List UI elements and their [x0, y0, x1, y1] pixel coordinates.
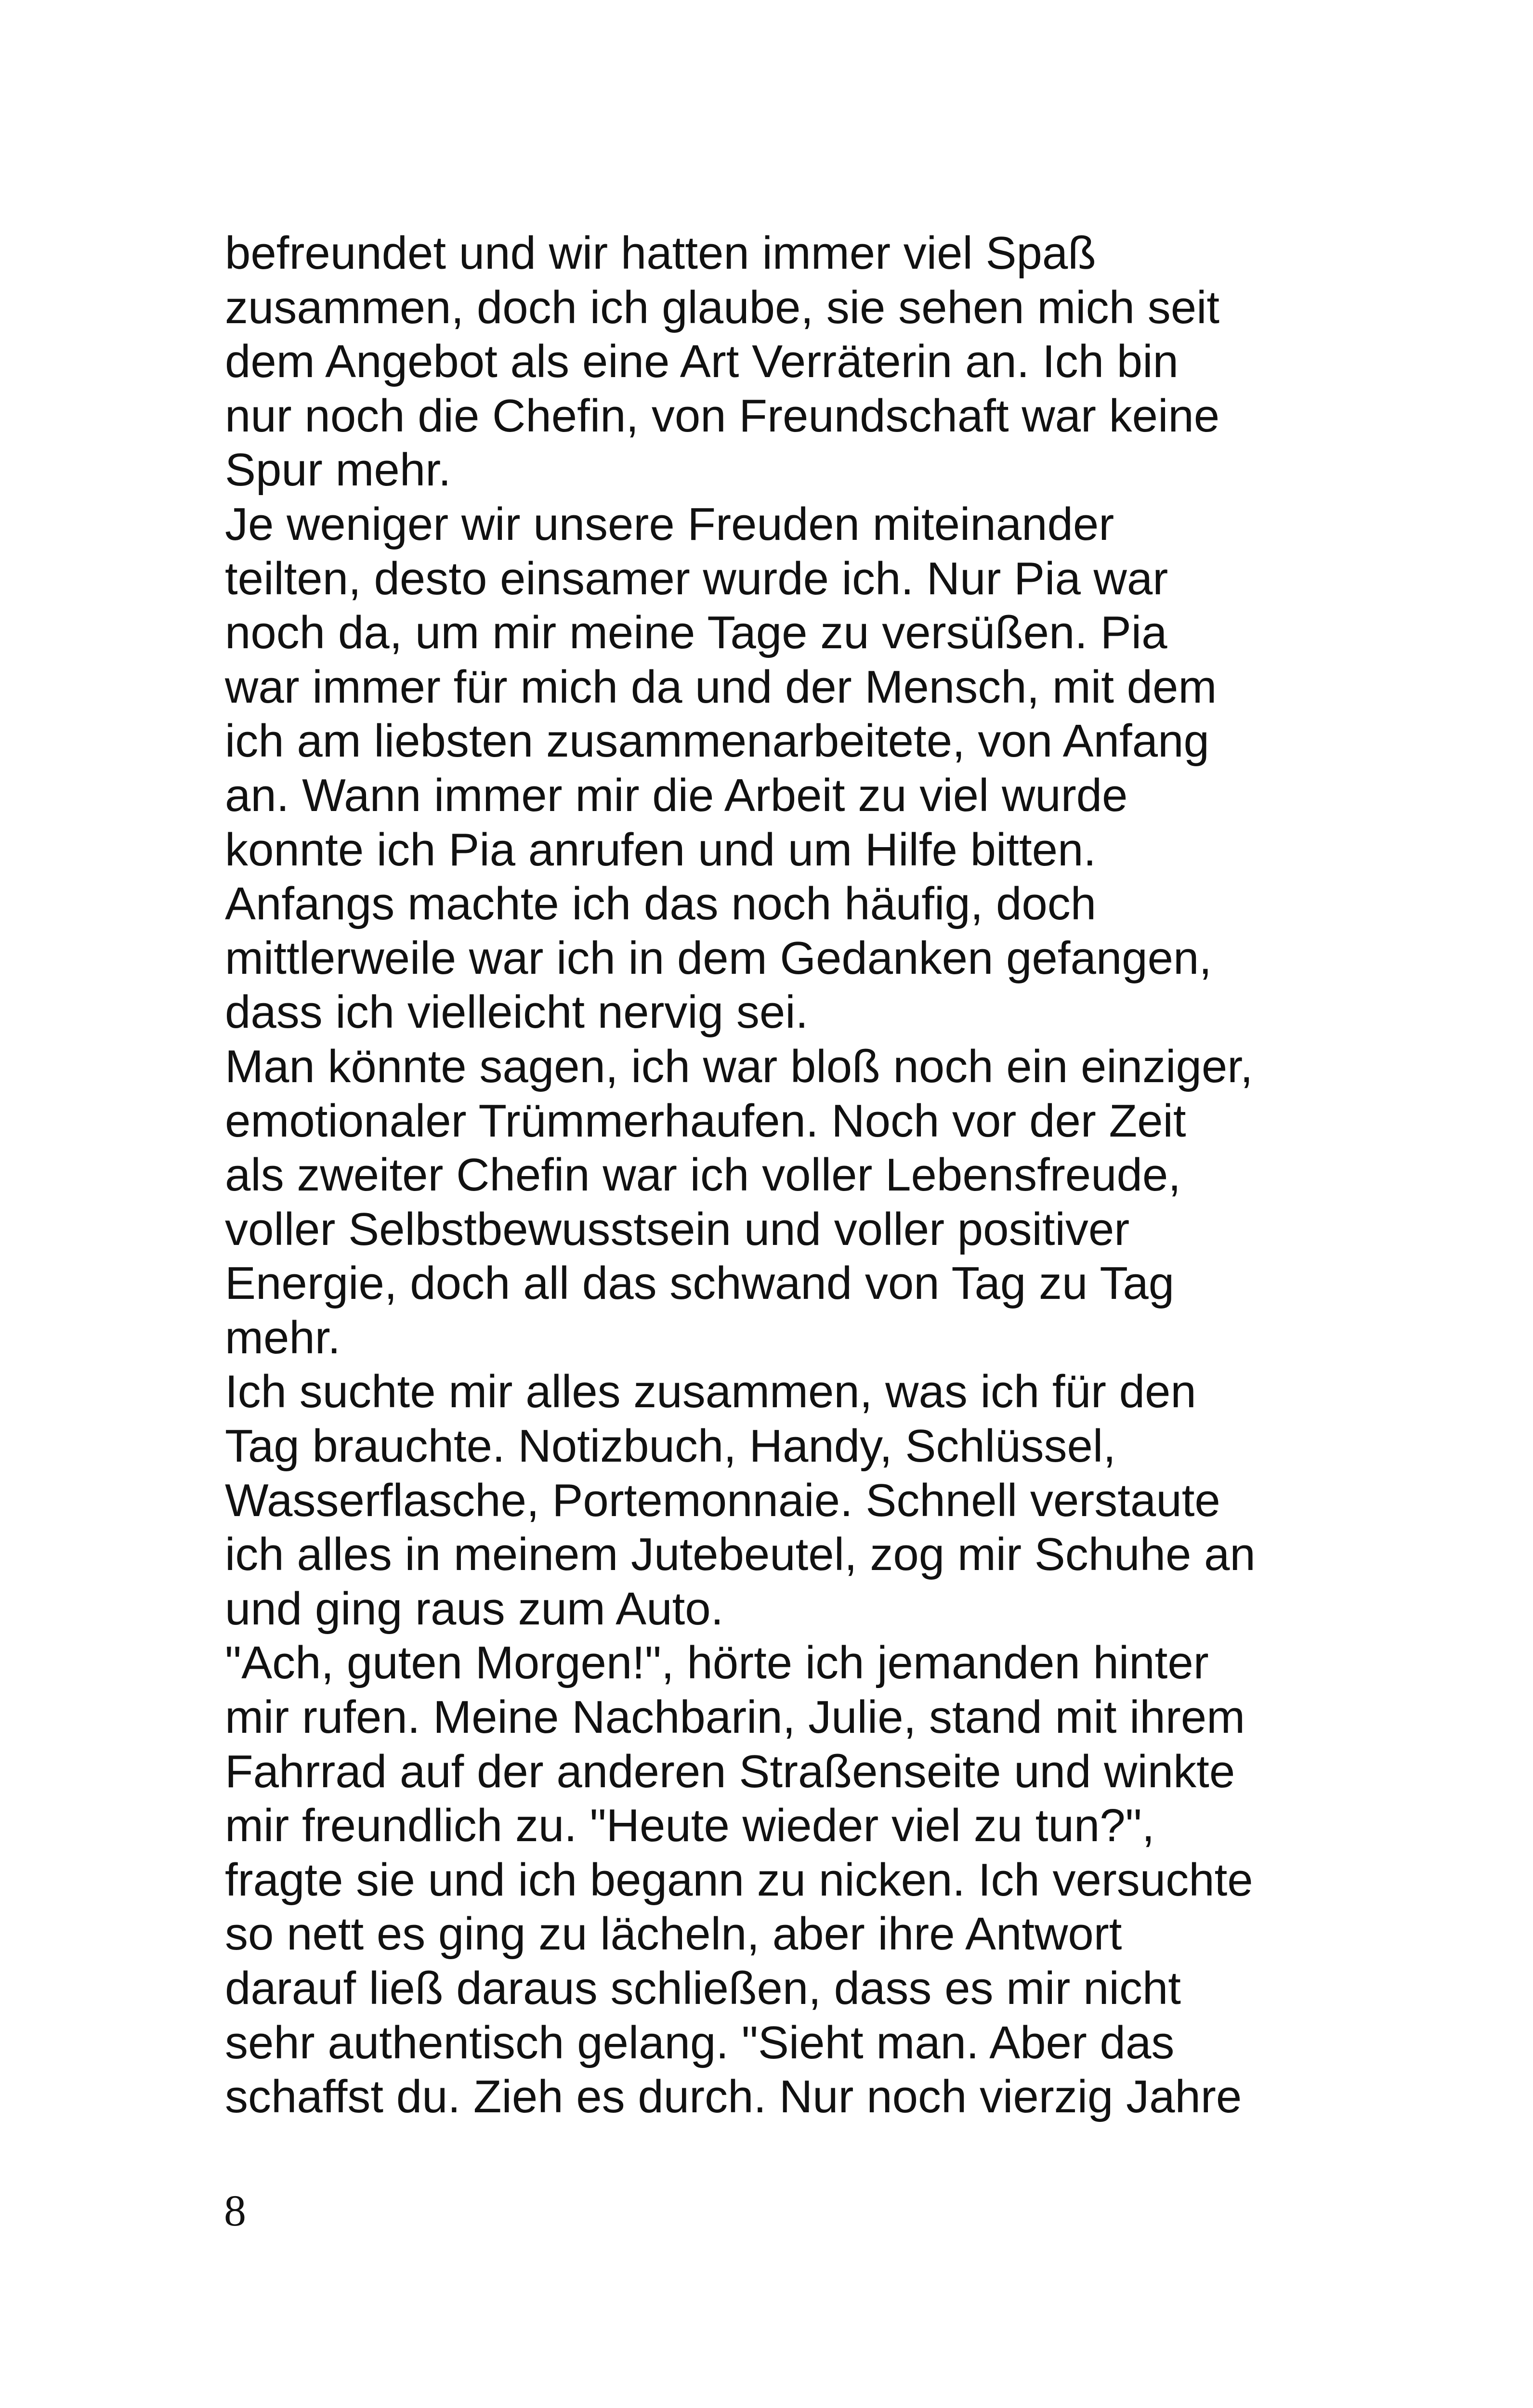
text-line: befreundet und wir hatten immer viel Spaß [225, 227, 1096, 279]
text-line: ich am liebsten zusammenarbeitete, von Anfang [225, 715, 1209, 767]
text-line: als zweiter Chefin war ich voller Lebensfreude, [225, 1149, 1181, 1201]
text-line: voller Selbstbewusstsein und voller positiver [225, 1203, 1130, 1255]
text-line: nur noch die Chefin, von Freundschaft war keine [225, 390, 1220, 442]
text-line: darauf ließ daraus schließen, dass es mir nicht [225, 1963, 1181, 2014]
text-line: mehr. [225, 1311, 341, 1363]
text-line: sehr authentisch gelang. "Sieht man. Aber das [225, 2016, 1175, 2068]
page-number: 8 [224, 2186, 246, 2235]
body-text [225, 226, 1333, 2124]
text-line: Je weniger wir unsere Freuden miteinander [225, 498, 1114, 550]
text-line: "Ach, guten Morgen!", hörte ich jemanden hinter [225, 1637, 1209, 1689]
text-line: mittlerweile war ich in dem Gedanken gefangen, [225, 932, 1212, 984]
text-line: Anfangs machte ich das noch häufig, doch [225, 878, 1097, 930]
text-line: Ich suchte mir alles zusammen, was ich für den [225, 1366, 1196, 1418]
text-line: an. Wann immer mir die Arbeit zu viel wurde [225, 769, 1128, 821]
text-line: ich alles in meinem Jutebeutel, zog mir Schuhe an [225, 1529, 1256, 1581]
text-line: noch da, um mir meine Tage zu versüßen. Pia [225, 607, 1167, 659]
text-line: Man könnte sagen, ich war bloß noch ein einziger, [225, 1040, 1253, 1092]
text-line: mir freundlich zu. "Heute wieder viel zu tun?", [225, 1800, 1155, 1852]
text-line: Tag brauchte. Notizbuch, Handy, Schlüssel, [225, 1420, 1116, 1472]
text-line: so nett es ging zu lächeln, aber ihre Antwort [225, 1908, 1122, 1960]
text-line: mir rufen. Meine Nachbarin, Julie, stand mit ihrem [225, 1691, 1245, 1743]
text-line: dass ich vielleicht nervig sei. [225, 986, 809, 1038]
text-line: zusammen, doch ich glaube, sie sehen mich seit [225, 281, 1220, 333]
text-line: und ging raus zum Auto. [225, 1583, 724, 1635]
text-line: fragte sie und ich begann zu nicken. Ich versuchte [225, 1854, 1253, 1906]
text-line: teilten, desto einsamer wurde ich. Nur Pia war [225, 552, 1168, 604]
text-line: Fahrrad auf der anderen Straßenseite und winkte [225, 1745, 1235, 1797]
text-line: war immer für mich da und der Mensch, mit dem [225, 661, 1217, 713]
text-line: dem Angebot als eine Art Verräterin an. Ich bin [225, 336, 1179, 388]
text-line: schaffst du. Zieh es durch. Nur noch vierzig Jahre [225, 2071, 1242, 2123]
text-line: emotionaler Trümmerhaufen. Noch vor der Zeit [225, 1095, 1186, 1147]
text-line: Spur mehr. [225, 444, 451, 496]
text-line: Energie, doch all das schwand von Tag zu Tag [225, 1257, 1175, 1309]
text-line: konnte ich Pia anrufen und um Hilfe bitten. [225, 824, 1097, 876]
text-line: Wasserflasche, Portemonnaie. Schnell verstaute [225, 1474, 1220, 1526]
